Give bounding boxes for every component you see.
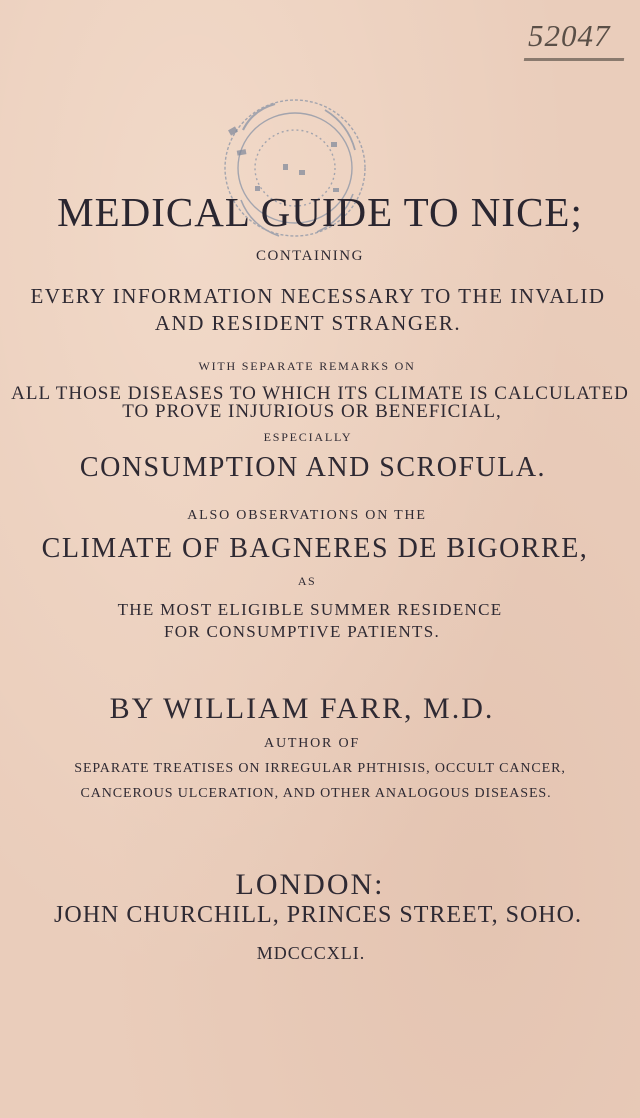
treatises-line-2: CANCEROUS ULCERATION, AND OTHER ANALOGOUS DISEASES.: [80, 786, 552, 801]
containing-label: CONTAINING: [256, 248, 364, 264]
especially-label: ESPECIALLY: [263, 430, 353, 444]
catalog-underline: [524, 58, 624, 61]
treatises-line-1: SEPARATE TREATISES ON IRREGULAR PHTHISIS, OCCULT CANCER,: [74, 761, 566, 776]
imprint-publisher: JOHN CHURCHILL, PRINCES STREET, SOHO.: [54, 902, 582, 928]
author-of-label: AUTHOR OF: [264, 736, 360, 751]
subtitle-line-1: EVERY INFORMATION NECESSARY TO THE INVALID: [30, 284, 606, 308]
imprint-year: MDCCCXLI.: [256, 943, 366, 963]
imprint-city: LONDON:: [235, 868, 385, 901]
consumption-heading: CONSUMPTION AND SCROFULA.: [79, 452, 547, 483]
residence-line-2: FOR CONSUMPTIVE PATIENTS.: [163, 622, 441, 641]
as-label: AS: [297, 574, 317, 588]
diseases-line-2: TO PROVE INJURIOUS OR BENEFICIAL,: [122, 401, 502, 422]
remarks-label: WITH SEPARATE REMARKS ON: [198, 359, 416, 373]
subtitle-line-2: AND RESIDENT STRANGER.: [154, 311, 462, 335]
diseases-line-1: ALL THOSE DISEASES TO WHICH ITS CLIMATE IS CALCULATED: [11, 383, 629, 404]
author-name: BY WILLIAM FARR, M.D.: [109, 692, 495, 725]
observations-label: ALSO OBSERVATIONS ON THE: [187, 508, 427, 523]
climate-heading: CLIMATE OF BAGNERES DE BIGORRE,: [41, 533, 589, 564]
residence-line-1: THE MOST ELIGIBLE SUMMER RESIDENCE: [117, 600, 503, 619]
book-title: MEDICAL GUIDE TO NICE;: [57, 189, 583, 235]
catalog-number: 52047: [528, 18, 611, 53]
